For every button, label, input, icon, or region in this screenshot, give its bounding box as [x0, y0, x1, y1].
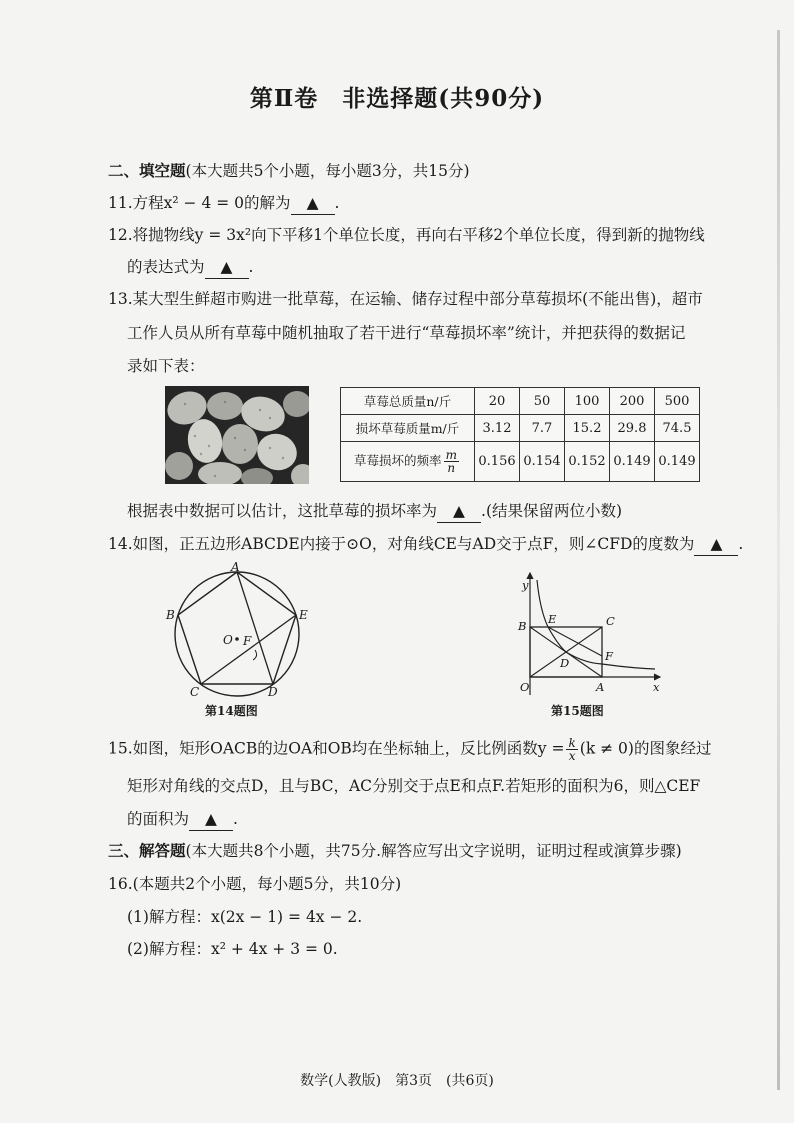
table-cell: 15.2	[565, 415, 610, 442]
section3-desc: (本大题共8个小题，共75分.解答应写出文字说明，证明过程或演算步骤)	[185, 842, 682, 860]
q11-num: 11.	[108, 194, 133, 212]
q13-line4	[127, 500, 622, 523]
label-y: y	[522, 578, 529, 592]
question-11	[108, 192, 339, 215]
frac-denominator: n	[447, 461, 456, 475]
table-cell: 0.152	[565, 442, 610, 482]
section2-heading	[108, 160, 470, 182]
figure-14-pentagon	[165, 562, 315, 722]
table-cell: 0.156	[475, 442, 520, 482]
question-14	[108, 533, 743, 556]
q13-line2: 工作人员从所有草莓中随机抽取了若干进行“草莓损坏率”统计，并把获得的数据记	[127, 324, 686, 342]
q15-end: .	[233, 810, 238, 828]
question-16	[108, 873, 401, 895]
q12-end: .	[248, 258, 254, 276]
label-D: D	[560, 656, 570, 670]
label-O: O	[223, 633, 233, 647]
diagonal-ad	[237, 572, 273, 684]
q14-end: .	[738, 535, 744, 553]
q11-answer-blank[interactable]: ▲	[291, 192, 335, 215]
segment-ef	[548, 627, 602, 656]
figure-15-rectangle	[500, 565, 670, 700]
q12-line1: 将抛物线y = 3x²向下平移1个单位长度，再向右平移2个单位长度，得到新的抛物线	[132, 226, 705, 244]
strawberry-photo	[165, 386, 309, 484]
q16-num: 16.	[108, 875, 133, 893]
q15-line2: 矩形对角线的交点D，且与BC，AC分别交于点E和点F.若矩形的面积为6，则△CEF	[127, 777, 701, 795]
frequency-fraction	[444, 449, 459, 474]
q12-num: 12.	[108, 226, 133, 244]
row3-label	[341, 442, 475, 482]
q16-desc: (本题共2个小题，每小题5分，共10分)	[132, 875, 402, 893]
table-cell: 500	[655, 388, 700, 415]
row3-label-text: 草莓损坏的频率	[354, 453, 442, 468]
table-cell: 0.149	[610, 442, 655, 482]
frac-numerator: m	[445, 448, 457, 462]
table-cell: 100	[565, 388, 610, 415]
scan-edge	[777, 30, 780, 1090]
section3-heading	[108, 840, 682, 862]
q15-line1a: 如图，矩形OACB的边OA和OB均在坐标轴上，反比例函数y =	[132, 739, 565, 758]
question-12-line1	[108, 224, 705, 246]
q15-frac-den: x	[568, 749, 576, 763]
q12-answer-blank[interactable]: ▲	[205, 256, 249, 279]
label-B: B	[518, 619, 527, 633]
label-C: C	[606, 614, 615, 628]
q13-line4-end: .(结果保留两位小数)	[481, 502, 623, 520]
label-F: F	[605, 649, 613, 663]
row1-label: 草莓总质量n/斤	[341, 388, 475, 415]
q16-part2: (2)解方程：x² + 4x + 3 = 0.	[127, 940, 338, 958]
label-C: C	[190, 685, 200, 699]
q14-num: 14.	[108, 535, 133, 553]
label-E: E	[299, 608, 308, 622]
q16-part1: (1)解方程：x(2x − 1) = 4x − 2.	[127, 908, 363, 926]
q15-line1b: (k ≠ 0)的图象经过	[579, 739, 712, 758]
section3-title: 三、解答题	[108, 841, 186, 860]
table-cell: 50	[520, 388, 565, 415]
q13-num: 13.	[108, 290, 133, 308]
table-cell: 200	[610, 388, 655, 415]
q13-line4-text: 根据表中数据可以估计，这批草莓的损坏率为	[127, 502, 438, 520]
table-cell: 0.149	[655, 442, 700, 482]
q15-frac-num: k	[568, 736, 576, 750]
table-cell: 0.154	[520, 442, 565, 482]
q13-line1: 某大型生鲜超市购进一批草莓，在运输、储存过程中部分草莓损坏(不能出售)，超市	[132, 290, 703, 308]
figure-14-caption: 第14题图	[205, 704, 258, 718]
q14-text: 如图，正五边形ABCDE内接于⊙O，对角线CE与AD交于点F，则∠CFD的度数为	[132, 535, 695, 553]
center-o	[235, 637, 239, 641]
q11-end: .	[334, 194, 340, 212]
table-row	[341, 388, 700, 415]
table-cell: 29.8	[610, 415, 655, 442]
question-13-line1	[108, 288, 703, 310]
page-title: 第Ⅱ卷 非选择题(共90分)	[249, 85, 545, 112]
table-cell: 74.5	[655, 415, 700, 442]
q13-line3: 录如下表：	[127, 357, 205, 375]
q15-line3	[127, 808, 238, 831]
q14-answer-blank[interactable]: ▲	[694, 533, 738, 556]
section2-desc: (本大题共5个小题，每小题3分，共15分)	[185, 162, 470, 180]
section2-title: 二、填空题	[108, 161, 186, 180]
label-E: E	[548, 612, 557, 626]
circumcircle	[175, 572, 299, 696]
q15-answer-blank[interactable]: ▲	[189, 808, 233, 831]
row2-label: 损坏草莓质量m/斤	[341, 415, 475, 442]
label-B: B	[166, 608, 175, 622]
label-A: A	[596, 680, 605, 694]
table-row	[341, 415, 700, 442]
page-footer: 数学(人教版) 第3页 (共6页)	[300, 1073, 494, 1089]
label-x: x	[653, 680, 660, 694]
figure-15-caption: 第15题图	[551, 704, 604, 718]
q15-fraction	[566, 737, 577, 762]
q15-num: 15.	[108, 739, 133, 758]
q15-line3-text: 的面积为	[127, 810, 190, 828]
q13-answer-blank[interactable]: ▲	[437, 500, 481, 523]
label-F: F	[243, 634, 252, 648]
table-cell: 7.7	[520, 415, 565, 442]
strawberry-data-table	[340, 387, 700, 482]
label-D: D	[268, 685, 278, 699]
table-row	[341, 442, 700, 482]
angle-arc	[253, 650, 257, 660]
diagonal-ce	[201, 615, 296, 684]
label-A: A	[231, 562, 240, 574]
label-O: O	[520, 680, 530, 694]
question-15-line1	[108, 737, 711, 762]
q11-text: 方程x² − 4 = 0的解为	[132, 194, 291, 212]
table-cell: 20	[475, 388, 520, 415]
q12-line2: 的表达式为	[127, 258, 205, 276]
question-12-line2	[127, 256, 253, 279]
table-cell: 3.12	[475, 415, 520, 442]
